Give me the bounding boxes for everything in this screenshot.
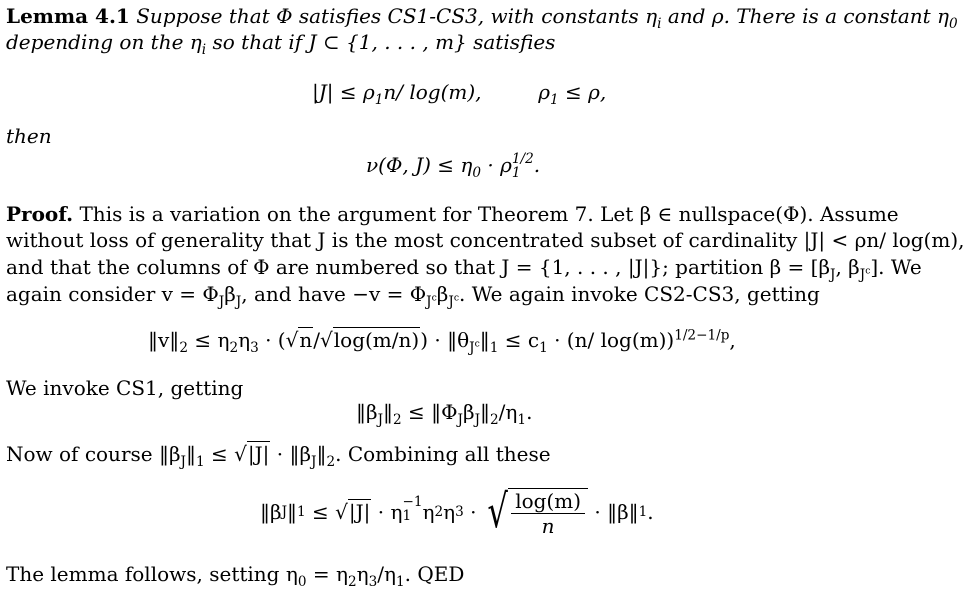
subscript: 2: [490, 412, 499, 428]
subscript: i: [201, 42, 207, 58]
subscript: 0: [472, 164, 482, 181]
subscript: 0: [949, 16, 958, 32]
radicand: log(m/n): [333, 328, 420, 352]
final-line: [6, 562, 465, 590]
eq-text: ‖: [479, 328, 490, 352]
superscript: −1: [402, 493, 423, 510]
proof-heading: Proof.: [6, 202, 74, 226]
equation-2: [356, 400, 533, 428]
subscript: 1: [539, 340, 548, 356]
eq-text: ‖β: [356, 400, 378, 424]
eq-text: .: [647, 500, 654, 524]
condition-b: ρ: [538, 80, 551, 104]
sqrt-n: √n: [285, 328, 313, 352]
subscript: 2: [393, 412, 402, 428]
fraction: [511, 491, 585, 536]
proof-line-3: [6, 255, 922, 283]
eq-text: .: [526, 400, 533, 424]
lemma-condition: [312, 80, 607, 108]
subscript: 1: [395, 574, 405, 590]
proof-text: ‖: [316, 442, 327, 466]
eq-text: ) · ‖θ: [420, 328, 470, 352]
eq-text: /η: [498, 400, 518, 424]
eq-text: · (n/ log(m)): [547, 328, 675, 352]
proof-text: ‖: [185, 442, 196, 466]
proof-text: = η: [306, 562, 348, 586]
proof-text: , β: [835, 255, 860, 279]
eq-text: · (: [258, 328, 286, 352]
proof-text: η: [356, 562, 369, 586]
eq-text: ·: [463, 500, 483, 524]
subscript: J: [830, 267, 836, 283]
eq-text: ,: [729, 328, 736, 352]
eq-text: η: [422, 500, 435, 524]
lemma-line-1: [6, 4, 958, 32]
eq-text: η: [238, 328, 251, 352]
lemma-text: so that if J ⊂ {1, . . . , m} satisfies: [206, 30, 556, 54]
proof-text: We invoke CS1, getting: [6, 376, 244, 400]
proof-text: Now of course ‖β: [6, 442, 181, 466]
proof-text: . QED: [404, 562, 465, 586]
condition-b-rest: ≤ ρ,: [558, 80, 607, 104]
subscript: 1: [374, 92, 384, 108]
superscript: 1/2−1/p: [674, 327, 730, 344]
subscript: 1: [550, 92, 559, 108]
proof-line-4: [6, 282, 820, 310]
eq-text: ‖v‖: [148, 328, 180, 352]
period: .: [533, 152, 541, 177]
eq-text: ‖: [383, 400, 394, 424]
subscript: J: [859, 267, 866, 283]
eq-text: ≤ ‖Φ: [401, 400, 458, 424]
sqrt-card: √|J|: [234, 442, 270, 466]
subscript: J: [180, 454, 186, 470]
subscript: 3: [250, 340, 259, 356]
radicand: |J|: [247, 442, 270, 466]
subscript: J: [457, 412, 463, 428]
subscript: 3: [368, 574, 378, 590]
superscript: 1/2: [511, 151, 534, 167]
denominator: n: [541, 514, 555, 538]
proof-text: The lemma follows, setting η: [6, 562, 298, 586]
eq-text: ‖β: [260, 500, 282, 524]
proof-text: ≤: [204, 442, 235, 466]
subscript: J: [469, 340, 475, 356]
proof-text: β: [436, 282, 449, 306]
subscript: 1: [511, 165, 521, 182]
subscript: J: [218, 294, 225, 310]
lemma-text: and ρ. There is a constant η: [661, 4, 950, 28]
subscript: 1: [489, 340, 499, 356]
subscript: J: [426, 294, 432, 310]
proof-text: . We again invoke CS2-CS3, getting: [458, 282, 820, 306]
superscript: c: [865, 265, 871, 277]
eq-text: ‖: [287, 500, 298, 524]
lemma-heading: Lemma 4.1: [6, 4, 130, 28]
subscript: i: [657, 16, 662, 32]
eq-text: · η: [371, 500, 403, 524]
eq-text: /: [313, 328, 320, 352]
lemma-text: Suppose that Φ satisfies CS1-CS3, with constants η: [136, 4, 658, 28]
eq-text: β: [463, 400, 475, 424]
equation-3: ‖β J ‖ 1 ≤ √|J| · η −1 1 η 2 η 3 · √ $\frac{\log(m)}{n}$ · ‖β‖ 1 .: [260, 484, 654, 538]
proof-line-1: [6, 204, 899, 224]
subscript: 1: [195, 454, 205, 470]
proof-text: · ‖β: [270, 442, 312, 466]
eq-text: ‖: [480, 400, 491, 424]
radicand: n: [299, 328, 313, 352]
proof-text: This is a variation on the argument for Theorem 7. Let β ∈ nullspace(Φ). Assume: [79, 202, 899, 226]
proof-text: again consider v = Φ: [6, 282, 219, 306]
subscript: J: [311, 454, 317, 470]
lemma-conclusion: [366, 152, 540, 181]
proof-text: without loss of generality that J is the most concentrated subset of cardinality |J| < ρn/ log(m),: [6, 228, 965, 252]
proof-text: ]. We: [870, 255, 922, 279]
proof-text: and that the columns of Φ are numbered so that J = {1, . . . , |J|}; partition β = [β: [6, 255, 831, 279]
invoke-cs1-line: [6, 378, 243, 398]
conclusion-text: · ρ: [481, 152, 512, 177]
sqrt-log: √log(m/n): [320, 328, 420, 352]
subscript: J: [448, 294, 454, 310]
subscript: 2: [229, 340, 239, 356]
subscript: 2: [326, 454, 336, 470]
eq-text: η: [443, 500, 456, 524]
superscript: c: [453, 292, 459, 304]
subscript: J: [474, 412, 481, 428]
proof-text: . Combining all these: [335, 442, 551, 466]
conclusion-text: ν(Φ, J) ≤ η: [366, 152, 473, 177]
condition-a: |J| ≤ ρ: [312, 80, 375, 104]
sqrt-card: √|J|: [335, 500, 371, 524]
lemma-then: [6, 126, 52, 146]
eq-text: ≤ c: [498, 328, 540, 352]
subscript: J: [235, 294, 242, 310]
eq-text: · ‖β‖: [588, 500, 639, 524]
radicand: |J|: [348, 500, 371, 524]
subscript: 1: [402, 508, 412, 524]
lemma-text: depending on the η: [6, 30, 202, 54]
numerator: log(m): [511, 491, 585, 514]
eq-text: ≤ η: [187, 328, 230, 352]
subscript: 2: [347, 574, 357, 590]
radical-sign: √: [487, 484, 508, 538]
proof-text: /η: [377, 562, 396, 586]
eq-text: ≤: [305, 500, 336, 524]
sqrt-fraction: [483, 484, 588, 538]
now-of-course-line: [6, 442, 551, 470]
lemma-line-2: [6, 30, 556, 58]
superscript: c: [431, 292, 437, 304]
equation-1: [148, 327, 736, 356]
proof-text: β: [224, 282, 236, 306]
proof-text: , and have −v = Φ: [241, 282, 427, 306]
subscript: J: [377, 412, 384, 428]
subscript: 1: [517, 412, 527, 428]
superscript: c: [474, 338, 480, 350]
then-word: then: [6, 124, 52, 148]
condition-a-rest: n/ log(m),: [383, 80, 482, 104]
proof-line-2: [6, 230, 965, 250]
subscript: 0: [297, 574, 307, 590]
subscript: 2: [179, 340, 188, 356]
